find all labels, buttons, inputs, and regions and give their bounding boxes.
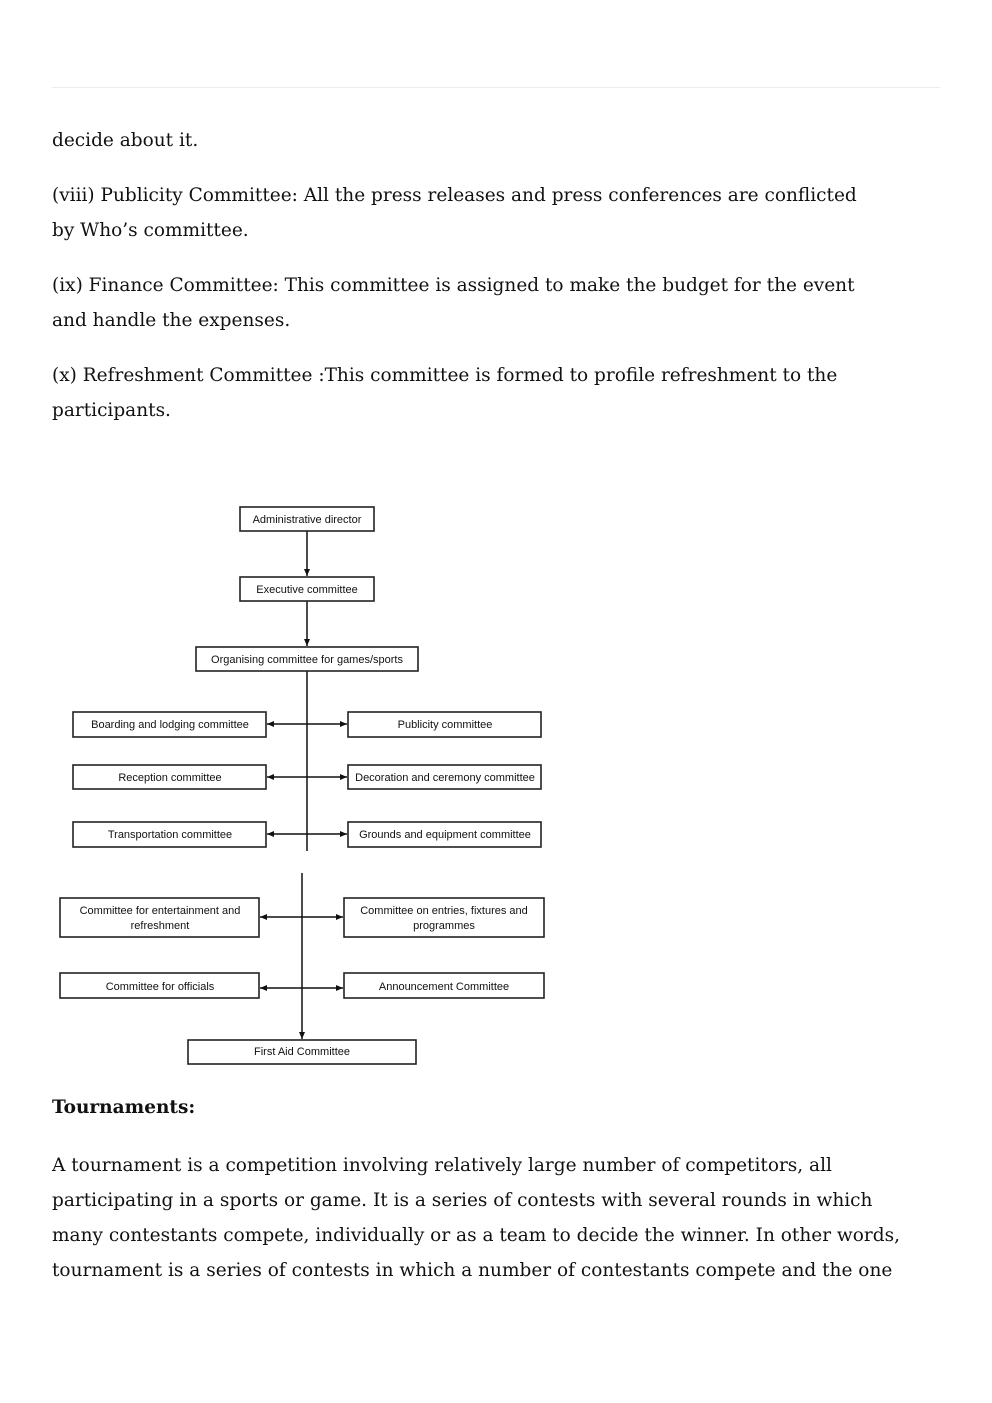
box-entertainment-refreshment <box>60 898 259 937</box>
box-decoration-ceremony <box>348 765 541 789</box>
box-first-aid <box>188 1040 416 1064</box>
svg-text:programmes: programmes <box>413 920 475 932</box>
svg-text:Committee for officials: Committee for officials <box>105 981 215 993</box>
svg-text:Committee on entries, fixtures: Committee on entries, fixtures and <box>360 905 528 917</box>
paragraph-refreshment: (x) Refreshment Committee :This committee is formed to profile refreshment to the participants. <box>52 365 838 421</box>
svg-text:Grounds and equipment committe: Grounds and equipment committee <box>359 829 531 841</box>
svg-text:Committee for entertainment an: Committee for entertainment and <box>79 905 241 917</box>
svg-text:Organising committee for games: Organising committee for games/sports <box>211 654 403 666</box>
box-boarding-lodging <box>73 712 266 737</box>
paragraph-tournaments: A tournament is a competition involving relatively large number of competitors, all participating in a sports or game. It is a series of contests with several rounds in which many contestants compete, individually or as a team to decide the winner. In other words, tournament is a series of contests in which a number of contestants compete and the one <box>52 1155 900 1281</box>
svg-text:Publicity committee: Publicity committee <box>397 719 493 731</box>
svg-text:Administrative director: Administrative director <box>252 514 362 526</box>
svg-text:Executive committee: Executive committee <box>256 584 358 596</box>
svg-text:refreshment: refreshment <box>130 920 190 932</box>
paragraph-publicity: (viii) Publicity Committee: All the press releases and press conferences are conflicted by Who’s committee. <box>52 185 857 241</box>
box-transportation <box>73 822 266 847</box>
box-announcement <box>344 973 544 998</box>
box-entries-fixtures <box>344 898 544 937</box>
box-officials <box>60 973 259 998</box>
svg-text:First Aid Committee: First Aid Committee <box>254 1046 350 1058</box>
svg-text:Reception committee: Reception committee <box>118 772 222 784</box>
box-admin-director <box>240 507 374 531</box>
svg-text:Decoration and ceremony commit: Decoration and ceremony committee <box>355 772 535 784</box>
box-executive-committee <box>240 577 374 601</box>
svg-text:Announcement Committee: Announcement Committee <box>378 981 510 993</box>
box-publicity <box>348 712 541 737</box>
box-reception <box>73 765 266 789</box>
box-organising-committee <box>196 647 418 671</box>
svg-text:Boarding and lodging committee: Boarding and lodging committee <box>91 719 249 731</box>
section-heading-tournaments: Tournaments: <box>52 1097 196 1118</box>
box-grounds-equipment <box>348 822 541 847</box>
paragraph-finance: (ix) Finance Committee: This committee is assigned to make the budget for the event and handle the expenses. <box>52 275 855 331</box>
svg-text:Transportation committee: Transportation committee <box>107 829 233 841</box>
paragraph-continuation: decide about it. <box>52 130 199 151</box>
